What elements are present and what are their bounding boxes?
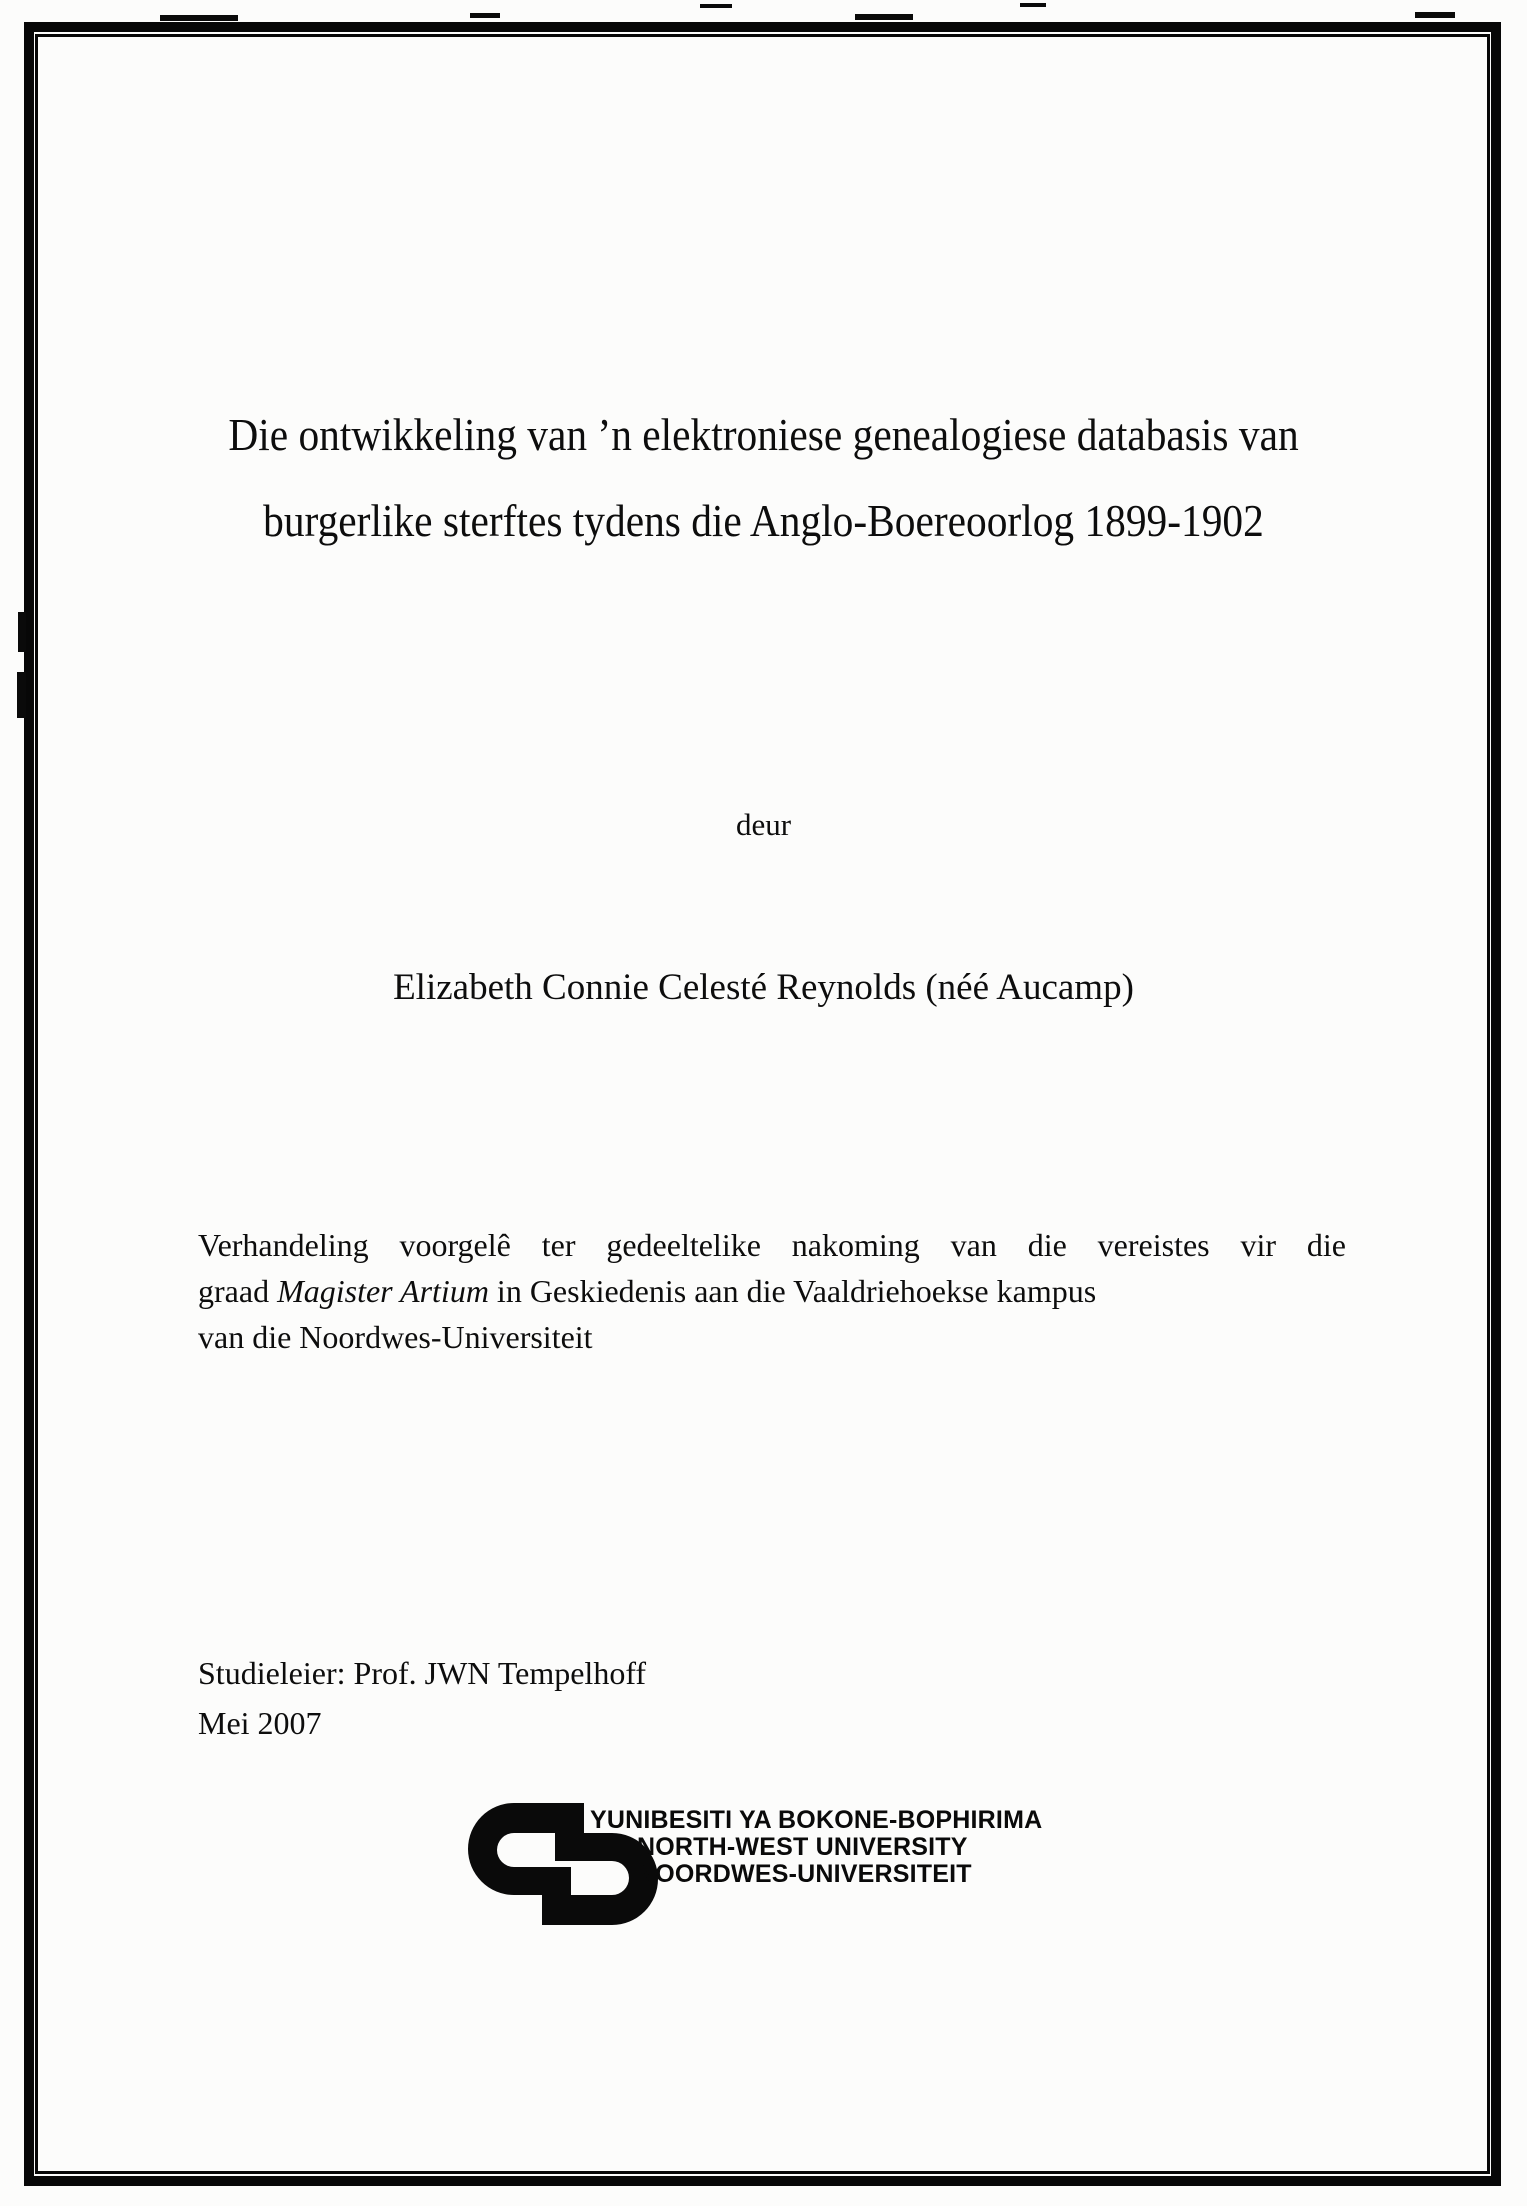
thesis-title-line1: Die ontwikkeling van ’n elektroniese genealogiese databasis van bbox=[228, 409, 1299, 460]
scan-artifact bbox=[18, 612, 26, 652]
scan-artifact bbox=[855, 14, 913, 20]
declaration-line2-suffix: in Geskiedenis aan die Vaaldriehoekse kampus bbox=[496, 1273, 1097, 1309]
university-logo bbox=[468, 1803, 1042, 1927]
declaration-line2 bbox=[198, 1268, 1346, 1314]
declaration-paragraph bbox=[198, 1222, 1346, 1360]
thesis-title-line2: burgerlike sterftes tydens die Anglo-Boereoorlog 1899-1902 bbox=[263, 495, 1264, 546]
date-line: Mei 2007 bbox=[198, 1705, 322, 1741]
byline-label: deur bbox=[735, 807, 792, 842]
declaration-line1: Verhandeling voorgelê ter gedeeltelike nakoming van die vereistes vir die bbox=[198, 1227, 1346, 1263]
scan-artifact bbox=[1415, 12, 1455, 18]
scan-artifact bbox=[160, 15, 238, 21]
logo-line-english: NORTH-WEST UNIVERSITY bbox=[637, 1833, 968, 1861]
author-name: Elizabeth Connie Celesté Reynolds (néé Aucamp) bbox=[393, 967, 1134, 1008]
thesis-title bbox=[76, 392, 1450, 564]
logo-line-afrikaans: NOORDWES-UNIVERSITEIT bbox=[637, 1860, 972, 1888]
supervisor-line: Studieleier: Prof. JWN Tempelhoff bbox=[198, 1655, 647, 1691]
scan-artifact bbox=[1020, 3, 1046, 7]
scan-artifact bbox=[470, 13, 500, 18]
university-logo-text bbox=[590, 1803, 1042, 1888]
scan-artifact bbox=[17, 672, 26, 718]
degree-name: Magister Artium bbox=[277, 1273, 489, 1309]
scan-artifact bbox=[700, 4, 732, 8]
declaration-line2-prefix: graad bbox=[198, 1273, 270, 1309]
logo-line-setswana: YUNIBESITI YA BOKONE-BOPHIRIMA bbox=[590, 1806, 1043, 1834]
footer-block bbox=[198, 1648, 646, 1748]
declaration-line3: van die Noordwes-Universiteit bbox=[198, 1319, 593, 1355]
